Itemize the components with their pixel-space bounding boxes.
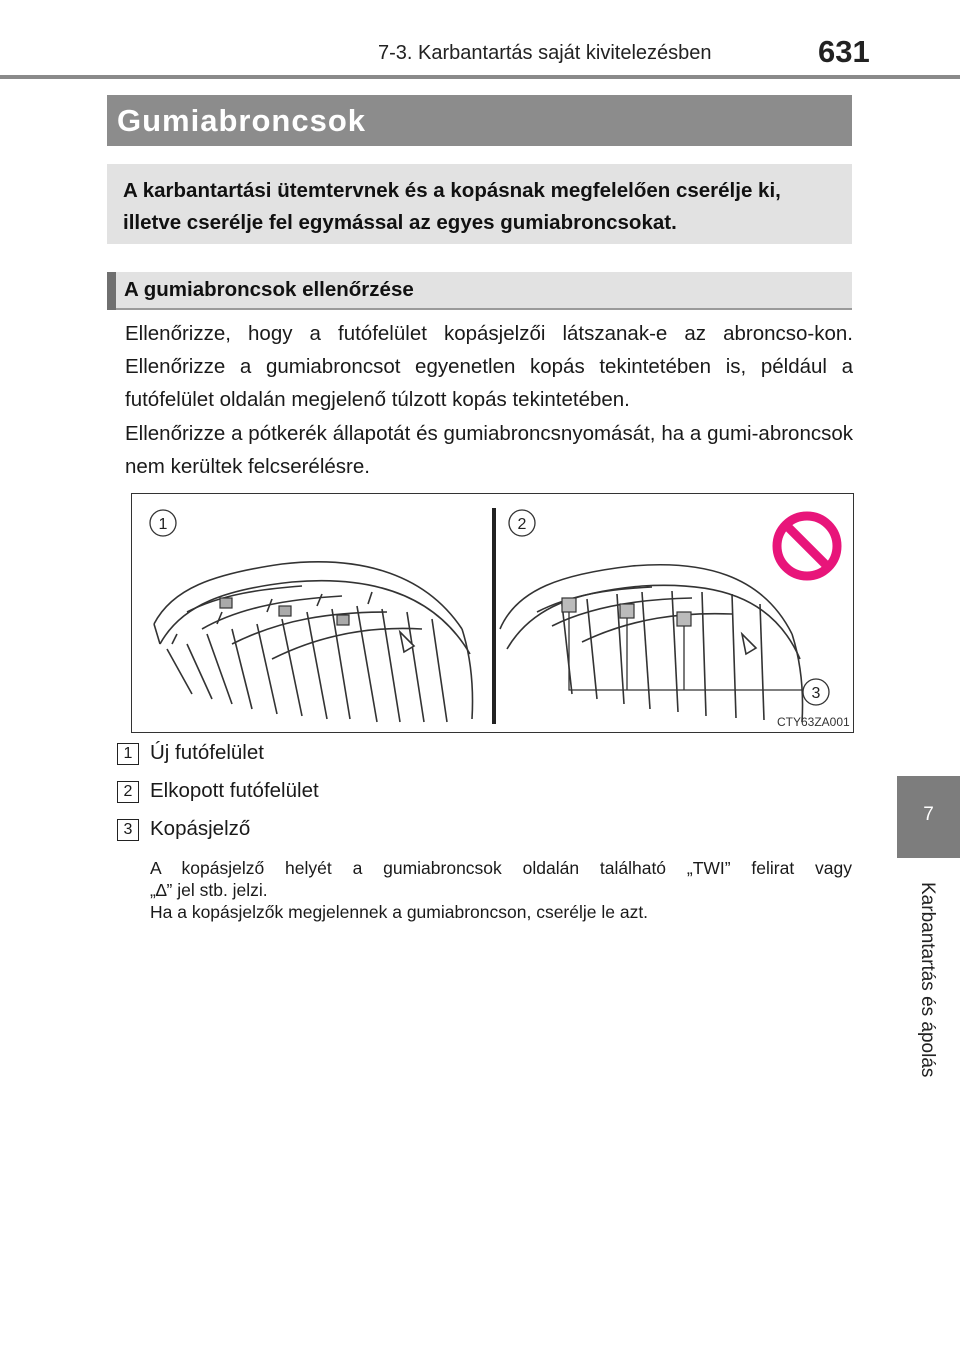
new-tread-tire <box>154 562 473 722</box>
page-title: Gumiabroncsok <box>117 103 366 138</box>
note-text <box>150 857 852 923</box>
legend-number: 3 <box>117 819 139 841</box>
callout-1 <box>150 510 176 536</box>
chapter-tab <box>897 776 960 858</box>
callout-label: 1 <box>158 516 168 533</box>
page-number: 631 <box>818 34 870 69</box>
note-line: A kopásjelző helyét a gumiabroncsok oldalán található „TWI” felirat vagy <box>150 858 852 878</box>
section-header: 7-3. Karbantartás saját kivitelezésben <box>378 42 712 64</box>
body-paragraph: Ellenőrizze a pótkerék állapotát és gumiabroncsnyomását, ha a gumi-abroncsok nem kerültek felcserélésre. <box>125 422 853 478</box>
callout-label: 2 <box>517 516 527 533</box>
subsection-title: A gumiabroncsok ellenőrzése <box>124 278 414 301</box>
callout-label: 3 <box>811 685 821 702</box>
subsection-heading <box>107 272 852 310</box>
tire-illustration <box>131 493 854 733</box>
worn-tread-tire <box>500 565 803 722</box>
legend-text: Új futófelület <box>150 741 264 764</box>
heading-accent <box>107 272 116 310</box>
tire-drawing <box>132 494 853 732</box>
intro-box <box>107 164 852 244</box>
chapter-title: Karbantartás és ápolás <box>917 882 938 1078</box>
note-line: Ha a kopásjelzők megjelennek a gumiabroncson, cserélje le azt. <box>150 902 649 922</box>
prohibition-icon <box>777 516 837 576</box>
page-title-bar <box>107 95 852 146</box>
figure-code: CTY63ZA001 <box>777 715 850 729</box>
header-rule <box>0 75 960 79</box>
body-paragraph: Ellenőrizze, hogy a futófelület kopásjelzői látszanak-e az abroncso-kon. Ellenőrizze a gumiabroncsot egyenetlen kopás tekintetében is, például a futófelület oldalán megjelenő túlzott kopás tekintetében. <box>125 322 853 411</box>
callout-3 <box>803 679 829 705</box>
callout-2 <box>509 510 535 536</box>
twi-triangle-mark <box>742 634 756 654</box>
legend-text: Kopásjelző <box>150 817 251 840</box>
legend-number: 1 <box>117 743 139 765</box>
note-line: „∆” jel stb. jelzi. <box>150 880 268 900</box>
legend-text: Elkopott futófelület <box>150 779 319 802</box>
intro-text: A karbantartási ütemtervnek és a kopásnak megfelelően cserélje ki, illetve cserélje fel egymással az egyes gumiabroncsokat. <box>123 179 781 234</box>
chapter-number: 7 <box>923 804 934 825</box>
legend-number: 2 <box>117 781 139 803</box>
